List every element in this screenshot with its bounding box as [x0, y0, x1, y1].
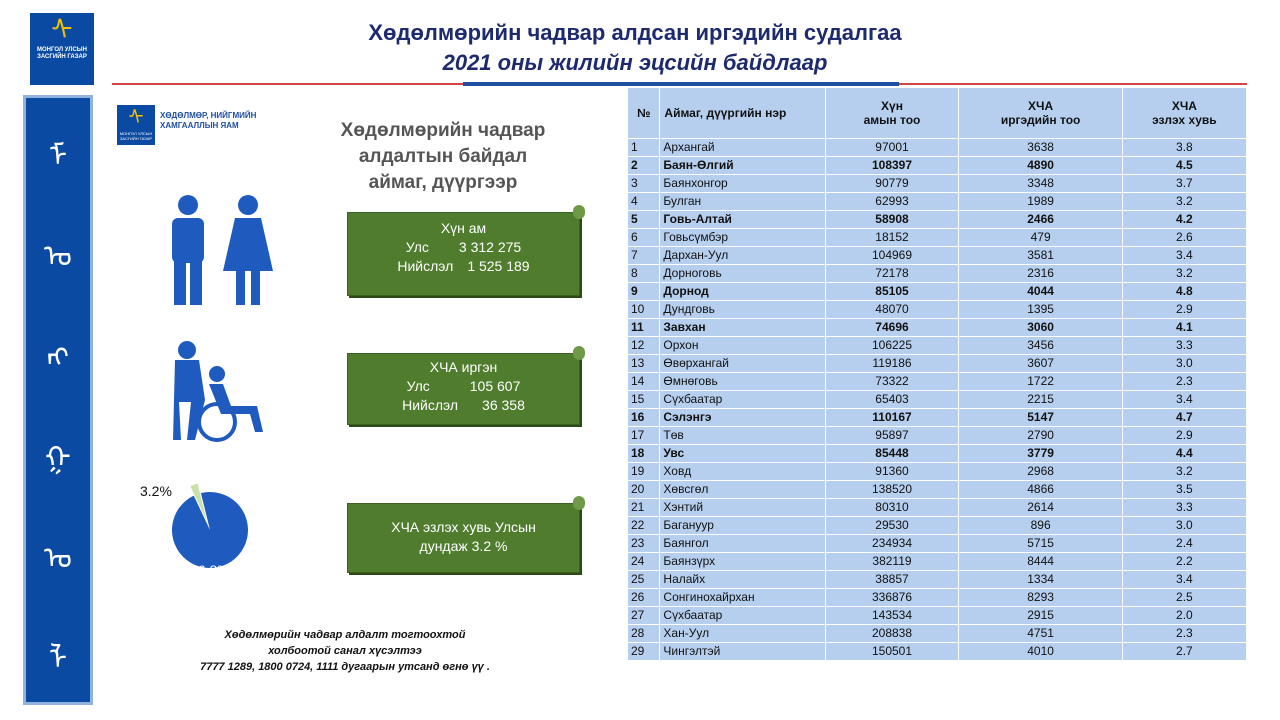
- table-row: [628, 445, 1247, 463]
- cell-index: 16: [628, 409, 660, 427]
- table-row: [628, 535, 1247, 553]
- cell-disabled: 4010: [959, 643, 1122, 661]
- cell-percent: 3.4: [1122, 391, 1246, 409]
- cell-index: 9: [628, 283, 660, 301]
- cell-percent: 3.3: [1122, 337, 1246, 355]
- table-row: [628, 391, 1247, 409]
- cell-percent: 3.3: [1122, 499, 1246, 517]
- cell-name: Чингэлтэй: [660, 643, 825, 661]
- cell-percent: 2.5: [1122, 589, 1246, 607]
- table-row: [628, 229, 1247, 247]
- cell-percent: 3.4: [1122, 247, 1246, 265]
- cell-percent: 2.2: [1122, 553, 1246, 571]
- cell-name: Дорнод: [660, 283, 825, 301]
- cell-percent: 2.9: [1122, 427, 1246, 445]
- cell-index: 4: [628, 193, 660, 211]
- cell-population: 85448: [825, 445, 959, 463]
- cell-index: 17: [628, 427, 660, 445]
- cell-name: Төв: [660, 427, 825, 445]
- cell-percent: 3.7: [1122, 175, 1246, 193]
- share-banner: [347, 503, 580, 573]
- logo-line2: ЗАСГИЙН ГАЗАР: [37, 54, 87, 60]
- disabled-banner-title: ХЧА иргэн: [429, 359, 498, 375]
- cell-index: 29: [628, 643, 660, 661]
- cell-name: Баянзүрх: [660, 553, 825, 571]
- cell-percent: 3.2: [1122, 193, 1246, 211]
- cell-disabled: 3607: [959, 355, 1122, 373]
- header-percent-line2: эзлэх хувь: [1152, 113, 1217, 127]
- cell-disabled: 3060: [959, 319, 1122, 337]
- footer-line2: холбоотой санал хүсэлтээ: [268, 645, 422, 657]
- population-value-country: 3 312 275: [458, 239, 522, 255]
- cell-name: Ховд: [660, 463, 825, 481]
- cell-percent: 2.3: [1122, 373, 1246, 391]
- province-data-table: [627, 87, 1247, 661]
- table-row: [628, 175, 1247, 193]
- table-row: [628, 553, 1247, 571]
- cell-index: 24: [628, 553, 660, 571]
- population-label-country: Улс: [405, 239, 429, 255]
- table-row: [628, 319, 1247, 337]
- cell-percent: 2.0: [1122, 607, 1246, 625]
- cell-disabled: 2316: [959, 265, 1122, 283]
- table-row: [628, 481, 1247, 499]
- table-row: [628, 607, 1247, 625]
- header-disabled: [959, 88, 1122, 139]
- header-population-line2: амын тоо: [863, 113, 921, 127]
- cell-name: Дархан-Уул: [660, 247, 825, 265]
- header-percent-line1: ХЧА: [1171, 99, 1197, 113]
- ministry-logo-text: МОНГОЛ УЛСЫН ЗАСГИЙН ГАЗАР: [119, 131, 153, 141]
- cell-disabled: 3638: [959, 139, 1122, 157]
- cell-percent: 4.1: [1122, 319, 1246, 337]
- section-title-line1: Хөдөлмөрийн чадвар: [340, 120, 546, 141]
- table-row: [628, 625, 1247, 643]
- cell-index: 15: [628, 391, 660, 409]
- cell-percent: 2.4: [1122, 535, 1246, 553]
- header-percent: [1122, 88, 1246, 139]
- cell-name: Өмнөговь: [660, 373, 825, 391]
- header-index: №: [628, 88, 660, 139]
- cell-name: Хөвсгөл: [660, 481, 825, 499]
- cell-index: 18: [628, 445, 660, 463]
- ministry-name-line1: ХӨДӨЛМӨР, НИЙГМИЙН: [160, 111, 257, 120]
- table-row: [628, 373, 1247, 391]
- population-banner-title: Хүн ам: [440, 220, 487, 236]
- table-body: [628, 139, 1247, 661]
- cell-index: 23: [628, 535, 660, 553]
- population-label-capital: Нийслэл: [397, 258, 454, 274]
- cell-disabled: 8293: [959, 589, 1122, 607]
- cell-disabled: 5147: [959, 409, 1122, 427]
- soyombo-icon: ᠰ: [128, 107, 144, 129]
- cell-name: Сонгинохайрхан: [660, 589, 825, 607]
- table-row: [628, 301, 1247, 319]
- population-banner: [347, 212, 580, 296]
- cell-disabled: 1989: [959, 193, 1122, 211]
- footer-line3: 7777 1289, 1800 0724, 1111 дугаарын утсанд өгнө үү .: [200, 661, 490, 673]
- cell-population: 138520: [825, 481, 959, 499]
- cell-population: 58908: [825, 211, 959, 229]
- footer-line1: Хөдөлмөрийн чадвар алдалт тогтоохтой: [224, 629, 466, 641]
- cell-disabled: 4751: [959, 625, 1122, 643]
- cell-name: Баянгол: [660, 535, 825, 553]
- disabled-banner-row2: [348, 396, 579, 415]
- government-logo: [30, 13, 94, 85]
- cell-population: 143534: [825, 607, 959, 625]
- cell-percent: 4.5: [1122, 157, 1246, 175]
- contact-footer: [160, 627, 530, 675]
- cell-percent: 4.8: [1122, 283, 1246, 301]
- mongolian-script-sidebar: [23, 95, 93, 705]
- cell-disabled: 2466: [959, 211, 1122, 229]
- cell-population: 382119: [825, 553, 959, 571]
- cell-name: Сүхбаатар: [660, 391, 825, 409]
- cell-population: 97001: [825, 139, 959, 157]
- header-name: Аймаг, дүүргийн нэр: [660, 88, 825, 139]
- ministry-name-line2: ХАМГААЛЛЫН ЯАМ: [160, 121, 239, 130]
- section-title: [318, 118, 568, 196]
- table-row: [628, 409, 1247, 427]
- script-ornament-icon: ᠮ ᠣ ᠩ ᠭ ᠣ ᠯ: [44, 139, 72, 677]
- cell-population: 74696: [825, 319, 959, 337]
- pie-label-large: 96.8%: [190, 562, 230, 578]
- cell-population: 29530: [825, 517, 959, 535]
- cell-index: 1: [628, 139, 660, 157]
- cell-percent: 3.5: [1122, 481, 1246, 499]
- table-row: [628, 427, 1247, 445]
- cell-percent: 3.8: [1122, 139, 1246, 157]
- cell-name: Баянхонгор: [660, 175, 825, 193]
- disabled-banner-row1: [348, 377, 579, 396]
- cell-index: 8: [628, 265, 660, 283]
- cell-disabled: 3581: [959, 247, 1122, 265]
- cell-population: 119186: [825, 355, 959, 373]
- table-row: [628, 337, 1247, 355]
- cell-disabled: 4890: [959, 157, 1122, 175]
- cell-population: 108397: [825, 157, 959, 175]
- cell-population: 80310: [825, 499, 959, 517]
- cell-disabled: 8444: [959, 553, 1122, 571]
- cell-index: 19: [628, 463, 660, 481]
- cell-name: Увс: [660, 445, 825, 463]
- table-row: [628, 589, 1247, 607]
- pie-slice-large: [172, 492, 248, 568]
- table-row: [628, 157, 1247, 175]
- table-row: [628, 643, 1247, 661]
- population-banner-row1: [348, 238, 579, 257]
- ministry-logo: [117, 105, 155, 145]
- cell-population: 104969: [825, 247, 959, 265]
- cell-population: 90779: [825, 175, 959, 193]
- cell-percent: 2.3: [1122, 625, 1246, 643]
- cell-name: Хэнтий: [660, 499, 825, 517]
- cell-disabled: 5715: [959, 535, 1122, 553]
- cell-percent: 4.2: [1122, 211, 1246, 229]
- cell-index: 7: [628, 247, 660, 265]
- cell-index: 5: [628, 211, 660, 229]
- cell-name: Говьсүмбэр: [660, 229, 825, 247]
- table-row: [628, 499, 1247, 517]
- cell-population: 85105: [825, 283, 959, 301]
- population-value-capital: 1 525 189: [467, 258, 530, 274]
- header-population-line1: Хүн: [881, 99, 903, 113]
- cell-population: 150501: [825, 643, 959, 661]
- cell-population: 95897: [825, 427, 959, 445]
- cell-name: Багануур: [660, 517, 825, 535]
- section-title-line3: аймаг, дүүргээр: [368, 172, 518, 193]
- section-title-line2: алдалтын байдал: [358, 146, 528, 167]
- header-disabled-line2: иргэдийн тоо: [1000, 113, 1081, 127]
- cell-index: 28: [628, 625, 660, 643]
- cell-percent: 3.2: [1122, 463, 1246, 481]
- cell-percent: 4.7: [1122, 409, 1246, 427]
- cell-disabled: 2968: [959, 463, 1122, 481]
- scroll-curl-icon: [573, 346, 585, 360]
- cell-population: 91360: [825, 463, 959, 481]
- cell-percent: 3.2: [1122, 265, 1246, 283]
- cell-name: Архангай: [660, 139, 825, 157]
- cell-disabled: 2614: [959, 499, 1122, 517]
- cell-index: 12: [628, 337, 660, 355]
- cell-disabled: 3348: [959, 175, 1122, 193]
- cell-disabled: 2915: [959, 607, 1122, 625]
- cell-population: 38857: [825, 571, 959, 589]
- disabled-value-capital: 36 358: [482, 397, 525, 413]
- cell-population: 18152: [825, 229, 959, 247]
- table-row: [628, 283, 1247, 301]
- cell-index: 26: [628, 589, 660, 607]
- disabled-label-capital: Нийслэл: [402, 397, 459, 413]
- cell-population: 73322: [825, 373, 959, 391]
- cell-percent: 2.7: [1122, 643, 1246, 661]
- scroll-curl-icon: [573, 205, 585, 219]
- cell-percent: 3.4: [1122, 571, 1246, 589]
- cell-percent: 3.0: [1122, 355, 1246, 373]
- table-row: [628, 463, 1247, 481]
- cell-name: Сүхбаатар: [660, 607, 825, 625]
- table-row: [628, 247, 1247, 265]
- cell-disabled: 1395: [959, 301, 1122, 319]
- table-row: [628, 211, 1247, 229]
- cell-index: 21: [628, 499, 660, 517]
- cell-index: 22: [628, 517, 660, 535]
- cell-percent: 2.9: [1122, 301, 1246, 319]
- disabled-label-country: Улс: [406, 378, 430, 394]
- cell-population: 208838: [825, 625, 959, 643]
- cell-index: 3: [628, 175, 660, 193]
- cell-name: Завхан: [660, 319, 825, 337]
- cell-index: 11: [628, 319, 660, 337]
- cell-disabled: 2215: [959, 391, 1122, 409]
- cell-name: Булган: [660, 193, 825, 211]
- cell-index: 13: [628, 355, 660, 373]
- logo-line1: МОНГОЛ УЛСЫН: [37, 47, 87, 53]
- cell-disabled: 4044: [959, 283, 1122, 301]
- cell-disabled: 896: [959, 517, 1122, 535]
- cell-disabled: 3456: [959, 337, 1122, 355]
- cell-population: 336876: [825, 589, 959, 607]
- cell-percent: 4.4: [1122, 445, 1246, 463]
- cell-name: Сэлэнгэ: [660, 409, 825, 427]
- cell-disabled: 2790: [959, 427, 1122, 445]
- soyombo-icon: ᠰ: [51, 14, 73, 45]
- table-row: [628, 139, 1247, 157]
- cell-population: 110167: [825, 409, 959, 427]
- cell-name: Баян-Өлгий: [660, 157, 825, 175]
- page-subtitle: 2021 оны жилийн эцсийн байдлаар: [442, 50, 828, 75]
- share-banner-line2: дундаж 3.2 %: [419, 538, 508, 554]
- page-title: Хөдөлмөрийн чадвар алдсан иргэдийн судалгаа: [368, 20, 902, 45]
- cell-name: Дорноговь: [660, 265, 825, 283]
- table-row: [628, 517, 1247, 535]
- cell-name: Налайх: [660, 571, 825, 589]
- cell-population: 65403: [825, 391, 959, 409]
- cell-index: 27: [628, 607, 660, 625]
- cell-disabled: 1722: [959, 373, 1122, 391]
- cell-index: 2: [628, 157, 660, 175]
- header-population: [825, 88, 959, 139]
- cell-index: 14: [628, 373, 660, 391]
- table-row: [628, 265, 1247, 283]
- ministry-name: [160, 111, 270, 131]
- share-banner-line1: ХЧА эзлэх хувь Улсын: [391, 519, 536, 535]
- cell-percent: 2.6: [1122, 229, 1246, 247]
- cell-disabled: 1334: [959, 571, 1122, 589]
- cell-index: 10: [628, 301, 660, 319]
- cell-name: Хан-Уул: [660, 625, 825, 643]
- cell-index: 6: [628, 229, 660, 247]
- header-disabled-line1: ХЧА: [1028, 99, 1054, 113]
- population-icon: [160, 193, 280, 308]
- cell-percent: 3.0: [1122, 517, 1246, 535]
- cell-disabled: 479: [959, 229, 1122, 247]
- cell-name: Орхон: [660, 337, 825, 355]
- cell-population: 72178: [825, 265, 959, 283]
- cell-population: 234934: [825, 535, 959, 553]
- population-banner-row2: [348, 257, 579, 276]
- table-row: [628, 571, 1247, 589]
- table-row: [628, 193, 1247, 211]
- cell-name: Говь-Алтай: [660, 211, 825, 229]
- scroll-curl-icon: [573, 496, 585, 510]
- cell-disabled: 4866: [959, 481, 1122, 499]
- wheelchair-icon: [165, 340, 280, 445]
- disabled-banner: [347, 353, 580, 425]
- cell-disabled: 3779: [959, 445, 1122, 463]
- cell-name: Дундговь: [660, 301, 825, 319]
- cell-index: 25: [628, 571, 660, 589]
- table-row: [628, 355, 1247, 373]
- cell-population: 48070: [825, 301, 959, 319]
- cell-index: 20: [628, 481, 660, 499]
- title-divider-accent: [463, 82, 899, 86]
- cell-population: 62993: [825, 193, 959, 211]
- table-header-row: [628, 88, 1247, 139]
- pie-label-small: 3.2%: [140, 483, 172, 499]
- disabled-value-country: 105 607: [469, 378, 521, 394]
- cell-population: 106225: [825, 337, 959, 355]
- cell-name: Өвөрхангай: [660, 355, 825, 373]
